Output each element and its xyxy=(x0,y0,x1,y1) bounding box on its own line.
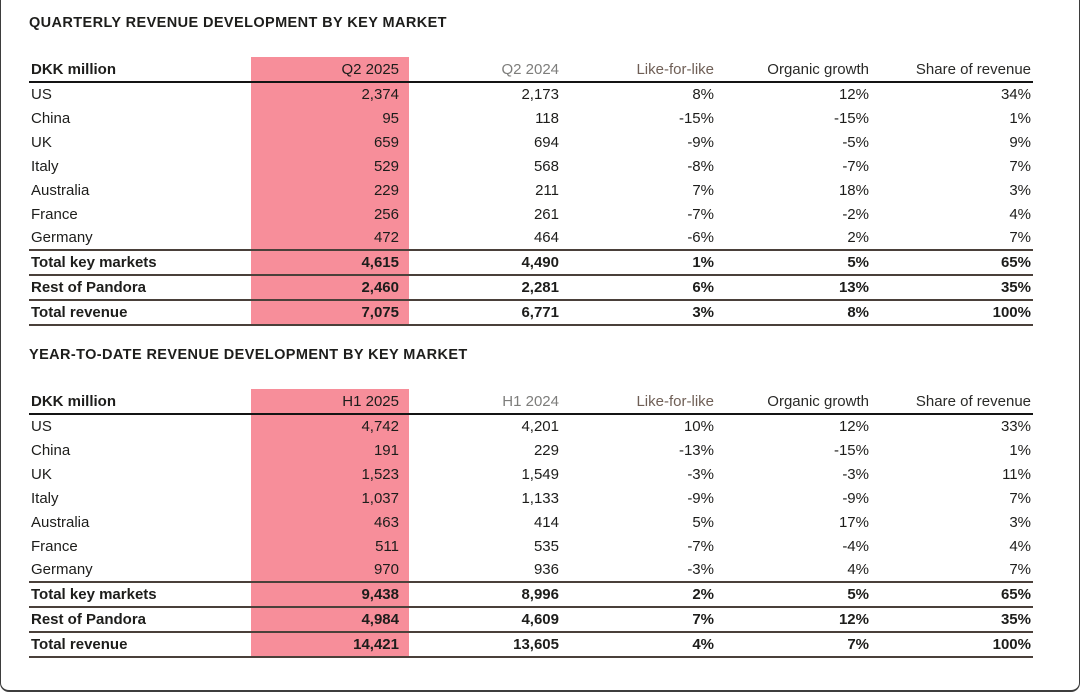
value-cell-share-of-revenue: 7% xyxy=(1009,489,1031,507)
value-cell-organic-growth: -3% xyxy=(842,465,869,483)
column-header-q2-2024: Q2 2024 xyxy=(409,57,561,82)
value-cell-share-of-revenue: 1% xyxy=(1009,109,1031,127)
value-cell-current: 4,984 xyxy=(251,607,409,632)
value-cell-like-for-like: 6% xyxy=(561,275,716,300)
value-cell-share-of-revenue: 100% xyxy=(871,632,1033,657)
value-cell-share-of-revenue: 35% xyxy=(871,607,1033,632)
value-cell-previous: 211 xyxy=(535,181,559,199)
value-cell-current: 1,037 xyxy=(251,486,409,510)
value-cell-share-of-revenue: 7% xyxy=(1009,561,1031,578)
value-cell-previous: 535 xyxy=(533,537,559,555)
value-cell-current: 970 xyxy=(251,558,409,582)
market-name-cell: Total key markets xyxy=(29,250,251,275)
value-cell-previous: 568 xyxy=(533,157,559,175)
value-cell-share-of-revenue: 100% xyxy=(871,300,1033,325)
market-name-cell: UK xyxy=(31,133,52,151)
value-cell-organic-growth: 8% xyxy=(716,300,871,325)
value-cell-organic-growth: 17% xyxy=(838,513,869,531)
market-row-australia xyxy=(29,178,1033,202)
section-title-year-to-date: YEAR-TO-DATE REVENUE DEVELOPMENT BY KEY MARKET xyxy=(29,347,468,363)
value-cell-share-of-revenue: 3% xyxy=(1009,181,1031,199)
value-cell-share-of-revenue: 9% xyxy=(1009,133,1031,151)
value-cell-like-for-like: -7% xyxy=(687,537,714,555)
column-header-like-for-like: Like-for-like xyxy=(561,389,716,414)
value-cell-current: 7,075 xyxy=(251,300,409,325)
revenue-table-quarterly xyxy=(29,57,1033,326)
value-cell-current: 9,438 xyxy=(251,582,409,607)
value-cell-share-of-revenue: 11% xyxy=(1002,465,1031,483)
value-cell-like-for-like: 7% xyxy=(692,181,714,199)
value-cell-current: 529 xyxy=(251,154,409,178)
total-row-rest-of-pandora xyxy=(29,607,1033,632)
value-cell-current: 472 xyxy=(251,226,409,250)
market-row-germany xyxy=(29,558,1033,582)
market-name-cell: US xyxy=(31,418,52,435)
column-header-organic-growth: Organic growth xyxy=(716,57,871,82)
value-cell-like-for-like: -9% xyxy=(687,489,714,507)
market-name-cell: Total key markets xyxy=(29,582,251,607)
value-cell-share-of-revenue: 34% xyxy=(1000,86,1031,103)
column-header-h1-2025: H1 2025 xyxy=(251,389,409,414)
value-cell-share-of-revenue: 1% xyxy=(1009,441,1031,459)
value-cell-current: 511 xyxy=(251,534,409,558)
value-cell-previous: 464 xyxy=(533,229,559,246)
value-cell-like-for-like: 5% xyxy=(692,513,714,531)
value-cell-share-of-revenue: 65% xyxy=(871,582,1033,607)
value-cell-like-for-like: -15% xyxy=(678,109,714,127)
value-cell-previous: 13,605 xyxy=(409,632,561,657)
column-header-dkk-million: DKK million xyxy=(29,389,251,414)
value-cell-organic-growth: -4% xyxy=(842,537,869,555)
market-name-cell: US xyxy=(31,86,52,103)
value-cell-like-for-like: 2% xyxy=(561,582,716,607)
value-cell-current: 463 xyxy=(251,510,409,534)
header-row xyxy=(29,389,1033,414)
value-cell-organic-growth: 5% xyxy=(716,250,871,275)
value-cell-share-of-revenue: 7% xyxy=(1009,229,1031,246)
market-name-cell: UK xyxy=(31,465,52,483)
value-cell-share-of-revenue: 3% xyxy=(1009,513,1031,531)
market-name-cell: China xyxy=(31,441,71,459)
market-name-cell: Germany xyxy=(31,229,93,246)
value-cell-share-of-revenue: 35% xyxy=(871,275,1033,300)
total-row-total-revenue xyxy=(29,300,1033,325)
value-cell-organic-growth: -15% xyxy=(833,441,869,459)
value-cell-like-for-like: 4% xyxy=(561,632,716,657)
value-cell-previous: 694 xyxy=(533,133,559,151)
value-cell-organic-growth: -9% xyxy=(842,489,869,507)
value-cell-like-for-like: 10% xyxy=(683,418,714,435)
value-cell-share-of-revenue: 33% xyxy=(1000,418,1031,435)
value-cell-previous: 261 xyxy=(533,205,559,223)
market-row-uk xyxy=(29,130,1033,154)
market-row-us xyxy=(29,82,1033,106)
section-quarterly xyxy=(25,16,1055,326)
value-cell-like-for-like: -13% xyxy=(678,441,714,459)
value-cell-organic-growth: 12% xyxy=(838,418,869,435)
value-cell-previous: 2,281 xyxy=(409,275,561,300)
market-row-germany xyxy=(29,226,1033,250)
revenue-table-year-to-date xyxy=(29,389,1033,658)
value-cell-organic-growth: 18% xyxy=(838,181,869,199)
column-header-dkk-million: DKK million xyxy=(29,57,251,82)
market-name-cell: Italy xyxy=(31,489,59,507)
value-cell-organic-growth: -7% xyxy=(842,157,869,175)
value-cell-current: 659 xyxy=(251,130,409,154)
value-cell-organic-growth: 7% xyxy=(716,632,871,657)
market-name-cell: Rest of Pandora xyxy=(29,275,251,300)
header-row xyxy=(29,57,1033,82)
market-name-cell: Rest of Pandora xyxy=(29,607,251,632)
value-cell-like-for-like: 8% xyxy=(692,86,714,103)
value-cell-current: 2,374 xyxy=(251,82,409,106)
market-name-cell: Australia xyxy=(31,513,90,531)
value-cell-organic-growth: 2% xyxy=(847,229,869,246)
value-cell-current: 95 xyxy=(251,106,409,130)
value-cell-current: 191 xyxy=(251,438,409,462)
total-row-total-key-markets xyxy=(29,582,1033,607)
market-name-cell: Australia xyxy=(31,181,90,199)
total-row-total-key-markets xyxy=(29,250,1033,275)
value-cell-organic-growth: -2% xyxy=(842,205,869,223)
value-cell-organic-growth: 12% xyxy=(716,607,871,632)
value-cell-current: 4,742 xyxy=(251,414,409,438)
value-cell-like-for-like: -3% xyxy=(687,561,714,578)
column-header-organic-growth: Organic growth xyxy=(716,389,871,414)
column-header-like-for-like: Like-for-like xyxy=(561,57,716,82)
market-row-us xyxy=(29,414,1033,438)
value-cell-current: 229 xyxy=(251,178,409,202)
value-cell-previous: 936 xyxy=(533,561,559,578)
market-row-australia xyxy=(29,510,1033,534)
value-cell-current: 2,460 xyxy=(251,275,409,300)
value-cell-like-for-like: -8% xyxy=(687,157,714,175)
value-cell-share-of-revenue: 4% xyxy=(1009,205,1031,223)
value-cell-organic-growth: 13% xyxy=(716,275,871,300)
value-cell-previous: 6,771 xyxy=(409,300,561,325)
market-name-cell: Italy xyxy=(31,157,59,175)
value-cell-like-for-like: -6% xyxy=(687,229,714,246)
market-row-france xyxy=(29,534,1033,558)
value-cell-previous: 2,173 xyxy=(521,86,559,103)
market-name-cell: Total revenue xyxy=(29,300,251,325)
market-row-china xyxy=(29,106,1033,130)
column-header-q2-2025: Q2 2025 xyxy=(251,57,409,82)
market-name-cell: China xyxy=(31,109,71,127)
value-cell-previous: 229 xyxy=(533,441,559,459)
value-cell-like-for-like: 1% xyxy=(561,250,716,275)
value-cell-current: 14,421 xyxy=(251,632,409,657)
value-cell-previous: 4,609 xyxy=(409,607,561,632)
value-cell-organic-growth: 4% xyxy=(847,561,869,578)
market-row-uk xyxy=(29,462,1033,486)
value-cell-organic-growth: -15% xyxy=(833,109,869,127)
column-header-share-of-revenue: Share of revenue xyxy=(871,389,1033,414)
value-cell-organic-growth: -5% xyxy=(842,133,869,151)
value-cell-share-of-revenue: 4% xyxy=(1009,537,1031,555)
value-cell-previous: 118 xyxy=(535,109,559,127)
section-year-to-date xyxy=(25,348,1055,658)
value-cell-current: 1,523 xyxy=(251,462,409,486)
column-header-share-of-revenue: Share of revenue xyxy=(871,57,1033,82)
value-cell-share-of-revenue: 65% xyxy=(871,250,1033,275)
value-cell-previous: 4,201 xyxy=(521,418,559,435)
value-cell-like-for-like: 3% xyxy=(561,300,716,325)
value-cell-organic-growth: 5% xyxy=(716,582,871,607)
section-title-quarterly: QUARTERLY REVENUE DEVELOPMENT BY KEY MARKET xyxy=(29,15,447,31)
value-cell-like-for-like: -9% xyxy=(687,133,714,151)
value-cell-previous: 1,133 xyxy=(521,489,559,507)
value-cell-previous: 1,549 xyxy=(521,465,559,483)
market-name-cell: Germany xyxy=(31,561,93,578)
market-row-italy xyxy=(29,154,1033,178)
value-cell-previous: 4,490 xyxy=(409,250,561,275)
market-name-cell: France xyxy=(31,537,78,555)
market-name-cell: Total revenue xyxy=(29,632,251,657)
value-cell-like-for-like: 7% xyxy=(561,607,716,632)
value-cell-like-for-like: -7% xyxy=(687,205,714,223)
value-cell-current: 4,615 xyxy=(251,250,409,275)
total-row-total-revenue xyxy=(29,632,1033,657)
value-cell-previous: 8,996 xyxy=(409,582,561,607)
market-name-cell: France xyxy=(31,205,78,223)
value-cell-current: 256 xyxy=(251,202,409,226)
value-cell-previous: 414 xyxy=(533,513,559,531)
value-cell-like-for-like: -3% xyxy=(687,465,714,483)
value-cell-organic-growth: 12% xyxy=(838,86,869,103)
market-row-china xyxy=(29,438,1033,462)
market-row-italy xyxy=(29,486,1033,510)
column-header-h1-2024: H1 2024 xyxy=(409,389,561,414)
market-row-france xyxy=(29,202,1033,226)
total-row-rest-of-pandora xyxy=(29,275,1033,300)
value-cell-share-of-revenue: 7% xyxy=(1009,157,1031,175)
